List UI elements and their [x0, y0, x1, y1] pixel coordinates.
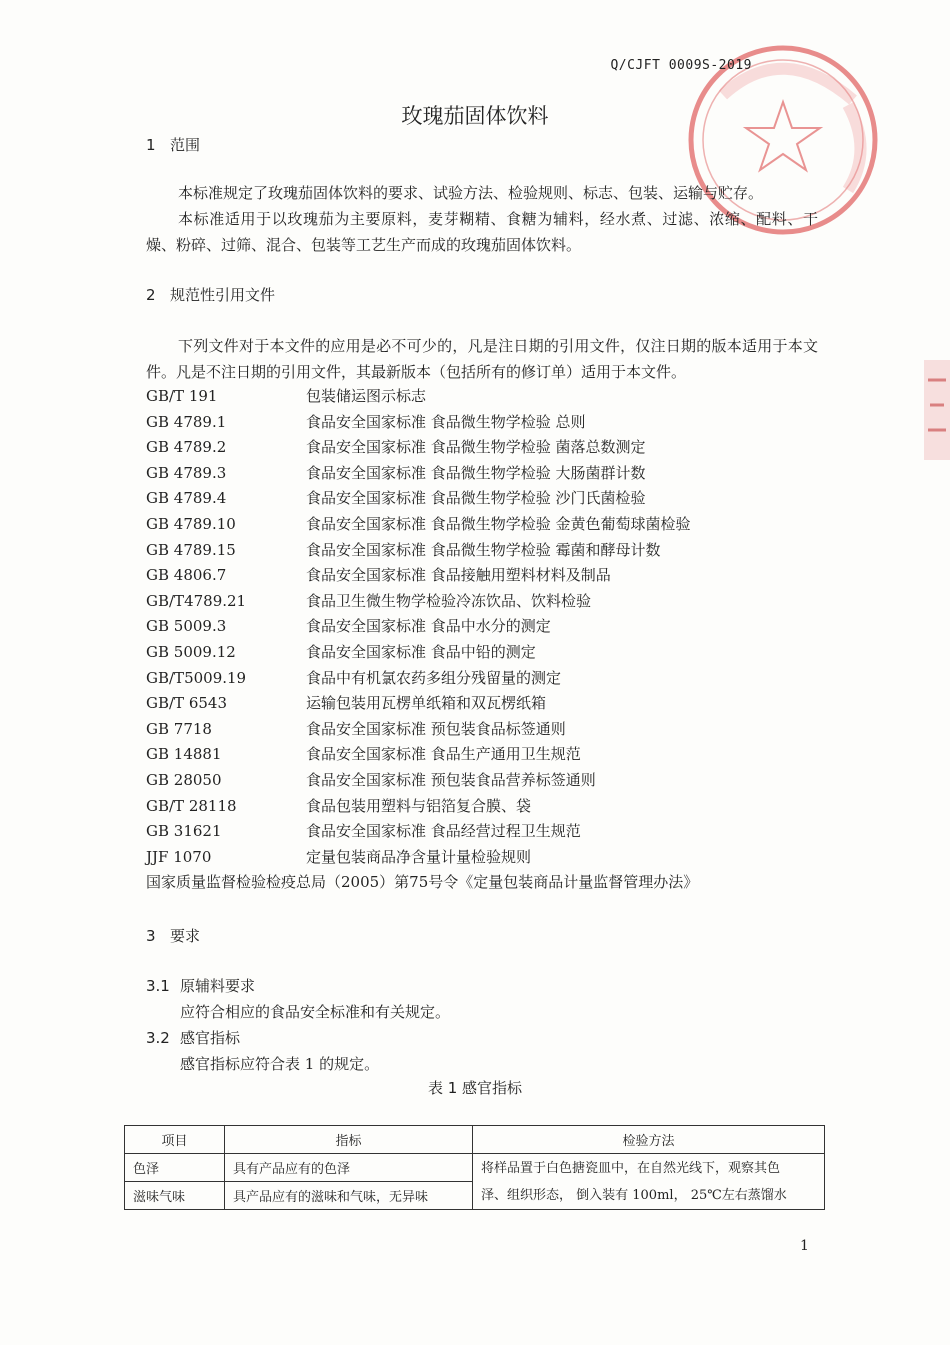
reference-row	[146, 563, 698, 589]
edge-seal-fragment	[918, 360, 950, 460]
reference-row	[146, 640, 698, 666]
reference-title: 食品安全国家标准 食品中铅的测定	[306, 642, 536, 661]
indicator-cell: 具产品应有的滋味和气味，无异味	[225, 1182, 473, 1210]
reference-title: 食品安全国家标准 食品接触用塑料材料及制品	[306, 566, 611, 585]
method-line: 泽、组织形态， 倒入装有 100ml， 25℃左右蒸馏水	[481, 1187, 787, 1203]
section-title: 规范性引用文件	[170, 286, 276, 304]
subsection-number: 3.1	[146, 977, 170, 995]
reference-code: JJF 1070	[146, 847, 212, 866]
standard-code: Q/CJFT 0009S-2019	[610, 58, 752, 73]
section-number: 1	[146, 136, 156, 154]
reference-code: GB 4789.4	[146, 489, 227, 508]
reference-title: 包装储运图示标志	[306, 387, 427, 405]
section-title: 范围	[170, 136, 201, 154]
reference-row	[146, 666, 698, 692]
reference-title: 定量包装商品净含量计量检验规则	[306, 847, 532, 866]
reference-code: GB 4789.2	[146, 438, 227, 457]
reference-title: 食品中有机氯农药多组分残留量的测定	[306, 668, 562, 687]
reference-title: 运输包装用瓦楞单纸箱和双瓦楞纸箱	[306, 694, 547, 713]
subsection-title: 感官指标	[180, 1029, 241, 1047]
table-header-row	[125, 1126, 825, 1154]
reference-title: 食品安全国家标准 预包装食品营养标签通则	[306, 770, 596, 789]
reference-row	[146, 435, 698, 461]
reference-title: 食品安全国家标准 食品经营过程卫生规范	[306, 822, 581, 841]
reference-row	[146, 538, 698, 564]
paragraph: 下列文件对于本文件的应用是必不可少的，凡是注日期的引用文件，仅注日期的版本适用于本文件。凡是不注日期的引用文件，其最新版本（包括所有的修订单）适用于本文件。	[146, 337, 818, 381]
reference-title: 食品安全国家标准 食品微生物学检验 霉菌和酵母计数	[306, 540, 661, 559]
item-cell: 滋味气味	[125, 1182, 225, 1210]
reference-code: GB 4789.1	[146, 412, 227, 431]
indicator-cell: 具有产品应有的色泽	[225, 1154, 473, 1182]
section-number: 2	[146, 286, 156, 304]
reference-code: GB 4789.3	[146, 463, 227, 482]
subsection-3-2-text: 感官指标应符合表 1 的规定。	[180, 1055, 380, 1073]
reference-code: GB 4789.15	[146, 540, 236, 559]
reference-row	[146, 410, 698, 436]
paragraph: 本标准适用于以玫瑰茄为主要原料，麦芽糊精、食糖为辅料，经水煮、过滤、浓缩、配料、干燥、粉碎、过筛、混合、包装等工艺生产而成的玫瑰茄固体饮料。	[146, 210, 818, 254]
item-cell: 色泽	[125, 1154, 225, 1182]
subsection-number: 3.2	[146, 1029, 170, 1047]
reference-row	[146, 768, 698, 794]
reference-code: GB 7718	[146, 719, 212, 738]
subsection-3-1-text: 应符合相应的食品安全标准和有关规定。	[180, 1003, 451, 1021]
reference-row	[146, 384, 698, 410]
subsection-3-1-heading	[146, 975, 255, 996]
page-number: 1	[800, 1238, 809, 1254]
reference-row	[146, 742, 698, 768]
subsection-title: 原辅料要求	[180, 977, 256, 995]
document-title: 玫瑰茄固体饮料	[401, 104, 549, 128]
reference-title: 食品安全国家标准 食品微生物学检验 菌落总数测定	[306, 438, 646, 457]
sensory-indicators-table	[124, 1125, 825, 1210]
reference-row	[146, 589, 698, 615]
reference-row	[146, 717, 698, 743]
reference-title: 食品安全国家标准 食品微生物学检验 金黄色葡萄球菌检验	[306, 514, 691, 533]
table-caption: 表 1 感官指标	[427, 1079, 523, 1097]
section-2-intro	[146, 333, 818, 385]
reference-code: GB/T 191	[146, 387, 218, 405]
reference-code: GB 28050	[146, 770, 222, 789]
reference-row	[146, 819, 698, 845]
reference-title: 食品安全国家标准 食品生产通用卫生规范	[306, 745, 581, 764]
reference-row	[146, 486, 698, 512]
reference-title: 食品包装用塑料与铝箔复合膜、袋	[306, 796, 532, 815]
reference-code: GB 4806.7	[146, 566, 227, 585]
table-row	[125, 1154, 825, 1182]
reference-title: 食品安全国家标准 预包装食品标签通则	[306, 719, 566, 738]
column-header: 项目	[125, 1126, 225, 1154]
section-number: 3	[146, 927, 156, 945]
reference-title: 食品安全国家标准 食品微生物学检验 总则	[306, 412, 586, 431]
reference-row	[146, 461, 698, 487]
reference-code: GB 5009.12	[146, 642, 236, 661]
reference-code: GB/T 28118	[146, 796, 237, 815]
section-1-heading	[146, 134, 200, 155]
reference-code: GB/T4789.21	[146, 591, 247, 610]
method-cell	[473, 1154, 825, 1210]
reference-code: GB 31621	[146, 822, 222, 841]
reference-row	[146, 794, 698, 820]
paragraph: 本标准规定了玫瑰茄固体饮料的要求、试验方法、检验规则、标志、包装、运输与贮存。	[178, 184, 764, 202]
section-2-heading	[146, 284, 275, 305]
reference-title: 食品安全国家标准 食品微生物学检验 沙门氏菌检验	[306, 489, 646, 508]
reference-regulation: 国家质量监督检验检疫总局（2005）第75号令《定量包装商品计量监督管理办法》	[146, 873, 699, 892]
reference-row	[146, 614, 698, 640]
section-1-body	[146, 180, 818, 258]
section-3-heading	[146, 925, 200, 946]
reference-title: 食品卫生微生物学检验冷冻饮品、饮料检验	[306, 591, 592, 610]
normative-references-list	[146, 384, 698, 896]
reference-row	[146, 691, 698, 717]
reference-code: GB 4789.10	[146, 514, 236, 533]
reference-code: GB 14881	[146, 745, 222, 764]
reference-code: GB/T5009.19	[146, 668, 247, 687]
reference-title: 食品安全国家标准 食品中水分的测定	[306, 617, 551, 636]
method-line: 将样品置于白色搪瓷皿中，在自然光线下，观察其色	[481, 1160, 781, 1176]
column-header: 检验方法	[473, 1126, 825, 1154]
reference-row	[146, 512, 698, 538]
section-title: 要求	[170, 927, 201, 945]
reference-code: GB 5009.3	[146, 617, 227, 636]
reference-code: GB/T 6543	[146, 694, 228, 713]
reference-title: 食品安全国家标准 食品微生物学检验 大肠菌群计数	[306, 463, 646, 482]
reference-row	[146, 845, 698, 871]
subsection-3-2-heading	[146, 1027, 240, 1048]
column-header: 指标	[225, 1126, 473, 1154]
